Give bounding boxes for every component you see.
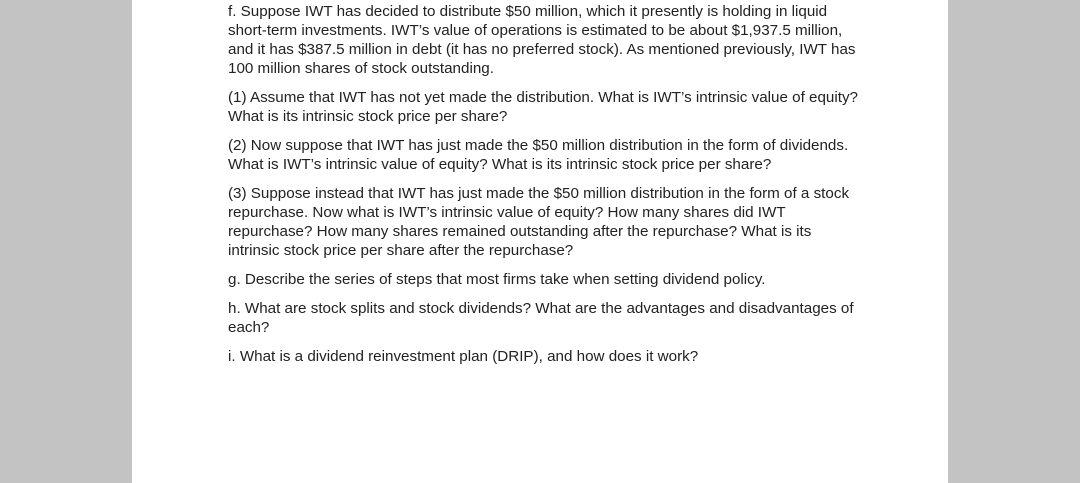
paragraph-f-3: (3) Suppose instead that IWT has just made the $50 million distribution in the form of a stock repurchase. Now what is IWT’s intrinsic value of equity? How many shares did IWT repurchase? How many shares remained outstanding after the repurchase? What is its intrinsic stock price per share after the repurchase? — [228, 185, 850, 259]
document-text — [228, 2, 858, 366]
paragraph-h: h. What are stock splits and stock dividends? What are the advantages and disadvantages of each? — [228, 300, 854, 336]
paragraph-f: f. Suppose IWT has decided to distribute $50 million, which it presently is holding in liquid short-term investments. IWT’s value of operations is estimated to be about $1,937.5 million, and it has $387.5 million in debt (it has no preferred stock). As mentioned previously, IWT has 100 million shares of stock outstanding. — [228, 3, 856, 77]
paragraph-f-1: (1) Assume that IWT has not yet made the distribution. What is IWT’s intrinsic value of equity? What is its intrinsic stock price per share? — [228, 89, 858, 125]
paragraph-i: i. What is a dividend reinvestment plan (DRIP), and how does it work? — [228, 348, 699, 365]
document-page — [132, 0, 948, 483]
paragraph-f-2: (2) Now suppose that IWT has just made the $50 million distribution in the form of dividends. What is IWT’s intrinsic value of equity? What is its intrinsic stock price per share? — [228, 137, 849, 173]
paragraph-g: g. Describe the series of steps that most firms take when setting dividend policy. — [228, 271, 766, 288]
